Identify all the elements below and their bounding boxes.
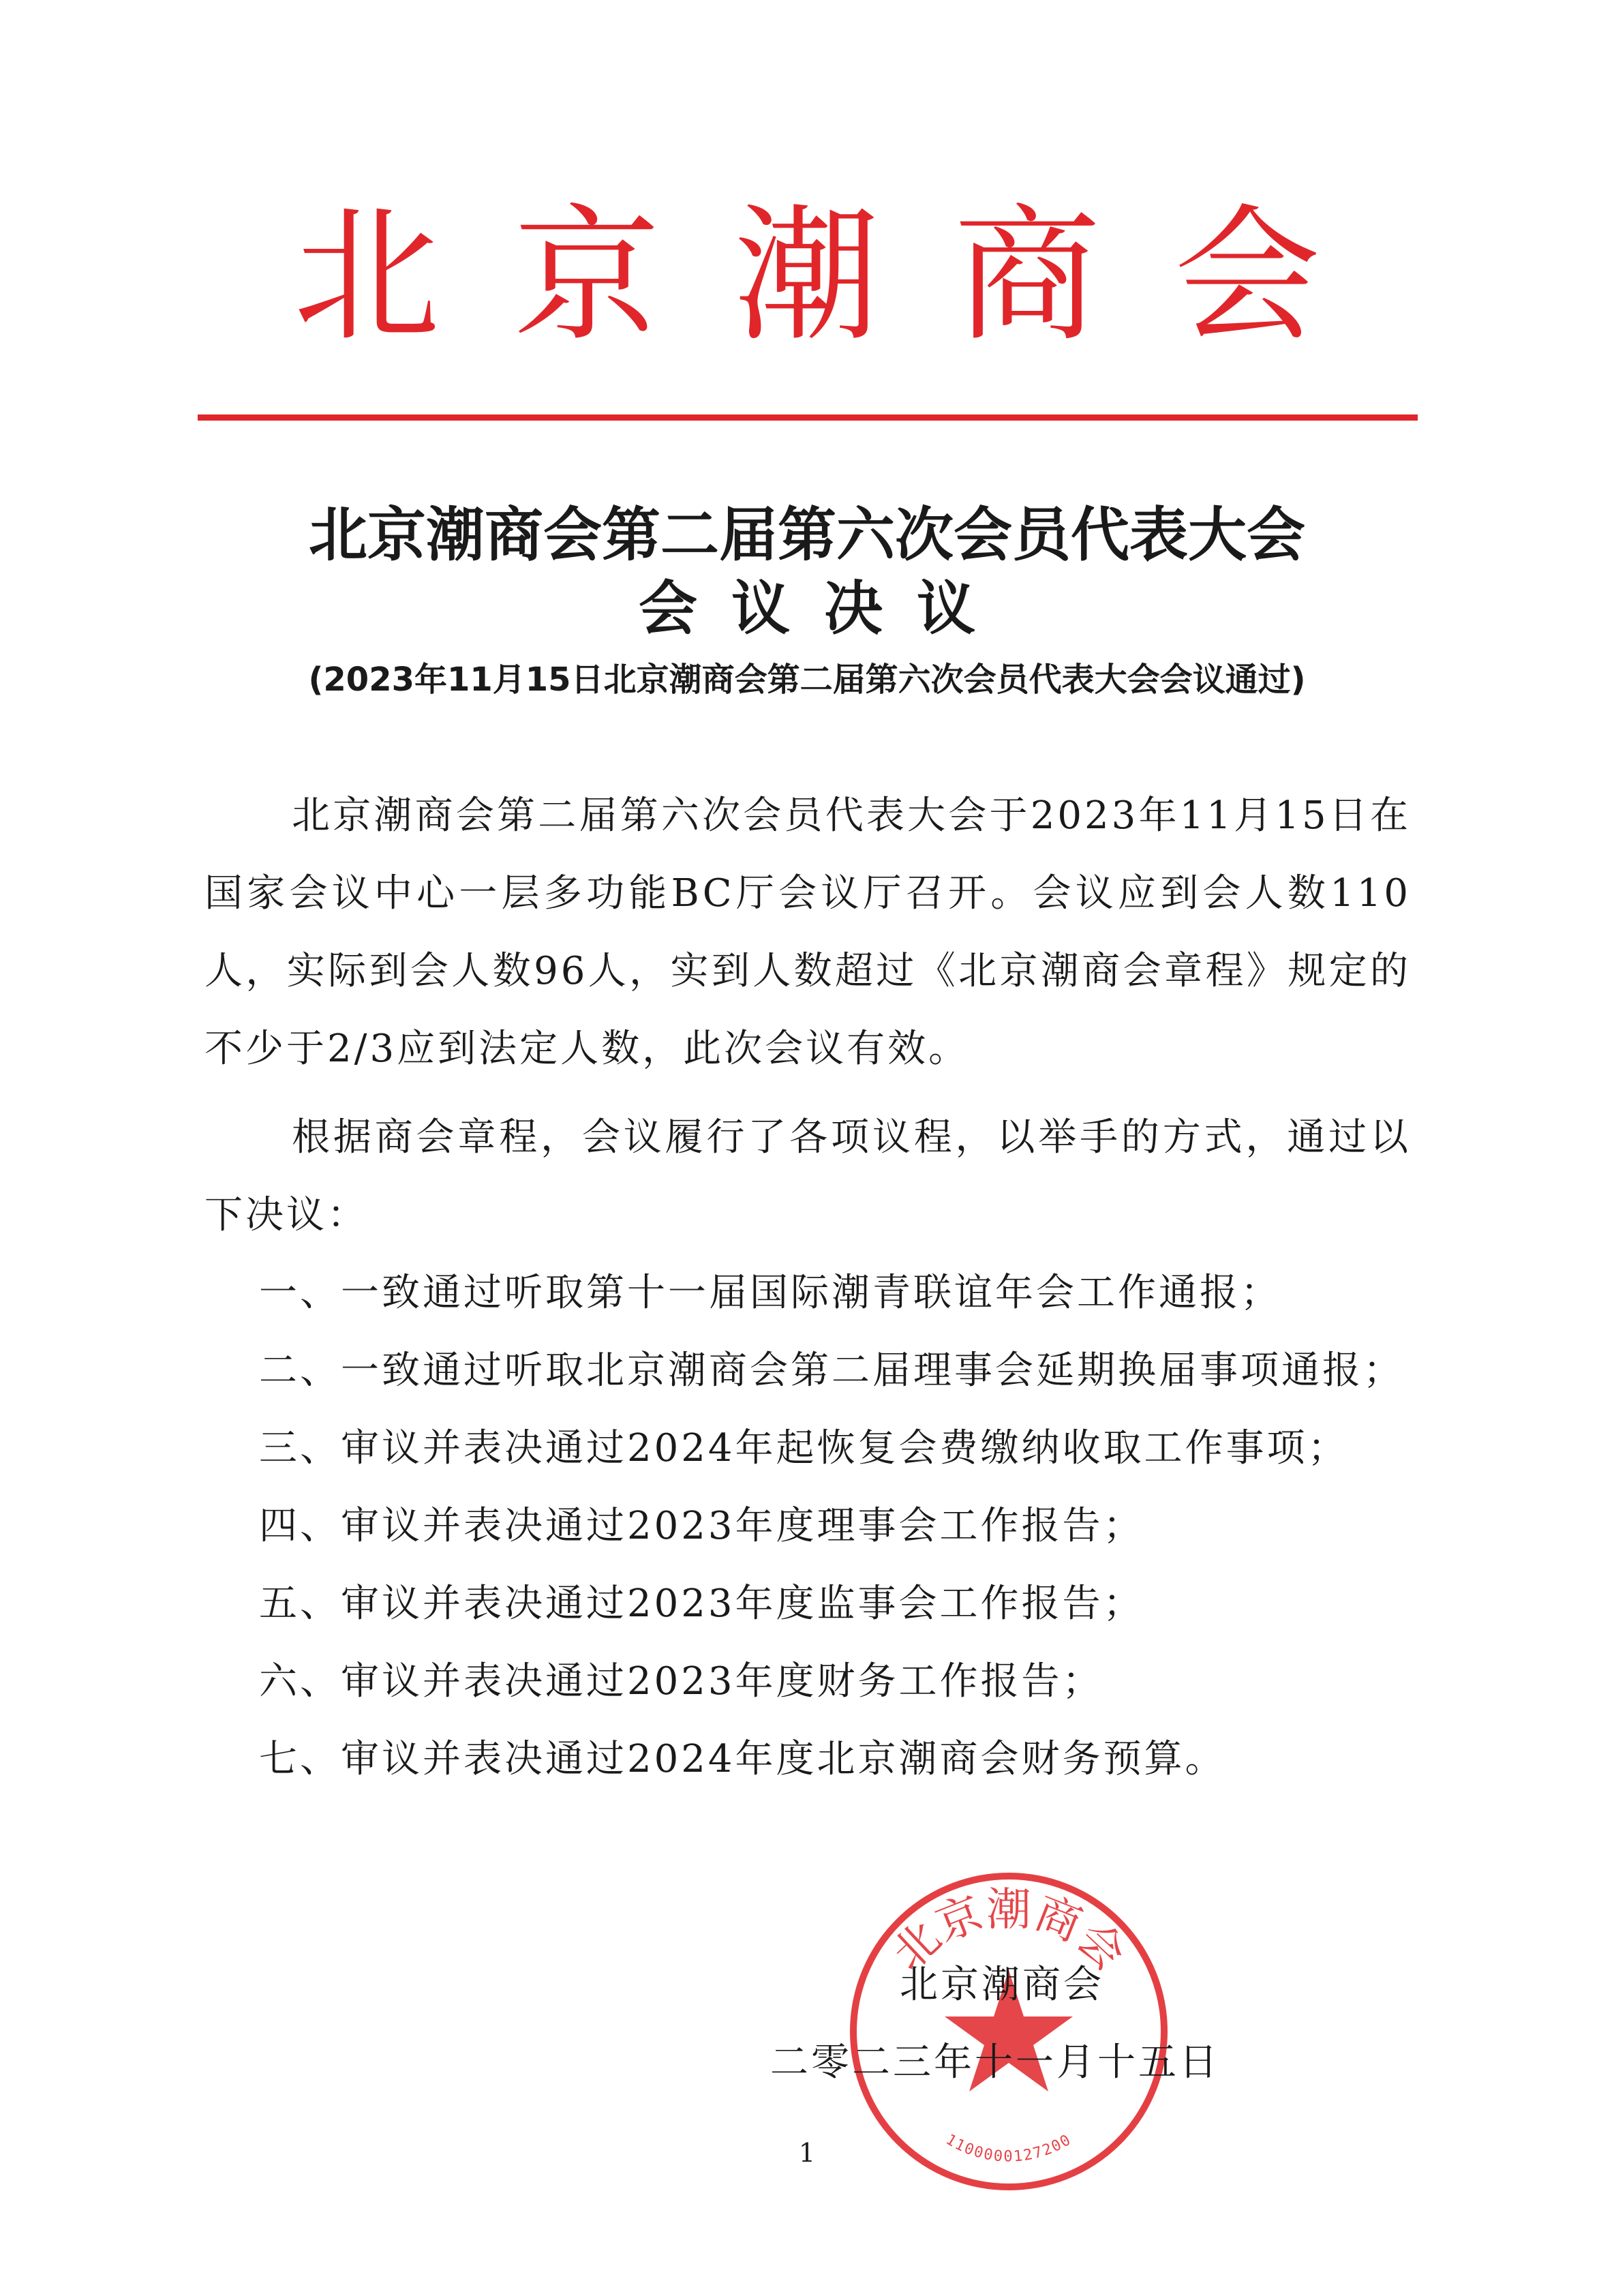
seal-code: 1100000127200 [943,2131,1075,2166]
resolution-item: 四、审议并表决通过2023年度理事会工作报告； [259,1504,1144,1548]
document-title-sub: 会议决议 [639,575,1009,643]
signature-date: 二零二三年十一月十五日 [770,2040,1220,2085]
resolution-item: 五、审议并表决通过2023年度监事会工作报告； [259,1582,1144,1626]
resolution-list [204,1254,1411,1798]
letterhead-org-name: 北京潮商会 [293,190,1395,361]
document-subtitle: (2023年11月15日北京潮商会第二届第六次会员代表大会会议通过) [308,661,1306,699]
page-number: 1 [798,2138,816,2168]
resolution-item: 一、一致通过听取第十一届国际潮青联谊年会工作通报； [259,1271,1281,1315]
resolution-item: 六、审议并表决通过2023年度财务工作报告； [259,1659,1103,1704]
resolution-item: 三、审议并表决通过2024年起恢复会费缴纳收取工作事项； [259,1426,1349,1470]
letterhead-red-rule [198,414,1418,421]
body-paragraph-intro: 根据商会章程，会议履行了各项议程，以举手的方式，通过以下决议： [204,1115,1411,1237]
resolution-item: 二、一致通过听取北京潮商会第二届理事会延期换届事项通报； [259,1348,1404,1393]
document-title: 北京潮商会第二届第六次会员代表大会 [309,501,1305,569]
resolution-item: 七、审议并表决通过2024年度北京潮商会财务预算。 [259,1737,1226,1781]
body-paragraph-attendance: 北京潮商会第二届第六次会员代表大会于2023年11月15日在国家会议中心一层多功能BC厅会议厅召开。会议应到会人数110人，实际到会人数96人，实到人数超过《北京潮商会章程》规定的不少于2/3应到法定人数，此次会议有效。 [204,794,1411,1071]
signature-organization: 北京潮商会 [900,1963,1104,2007]
seal-text: 北京潮商会 [882,1883,1136,1981]
